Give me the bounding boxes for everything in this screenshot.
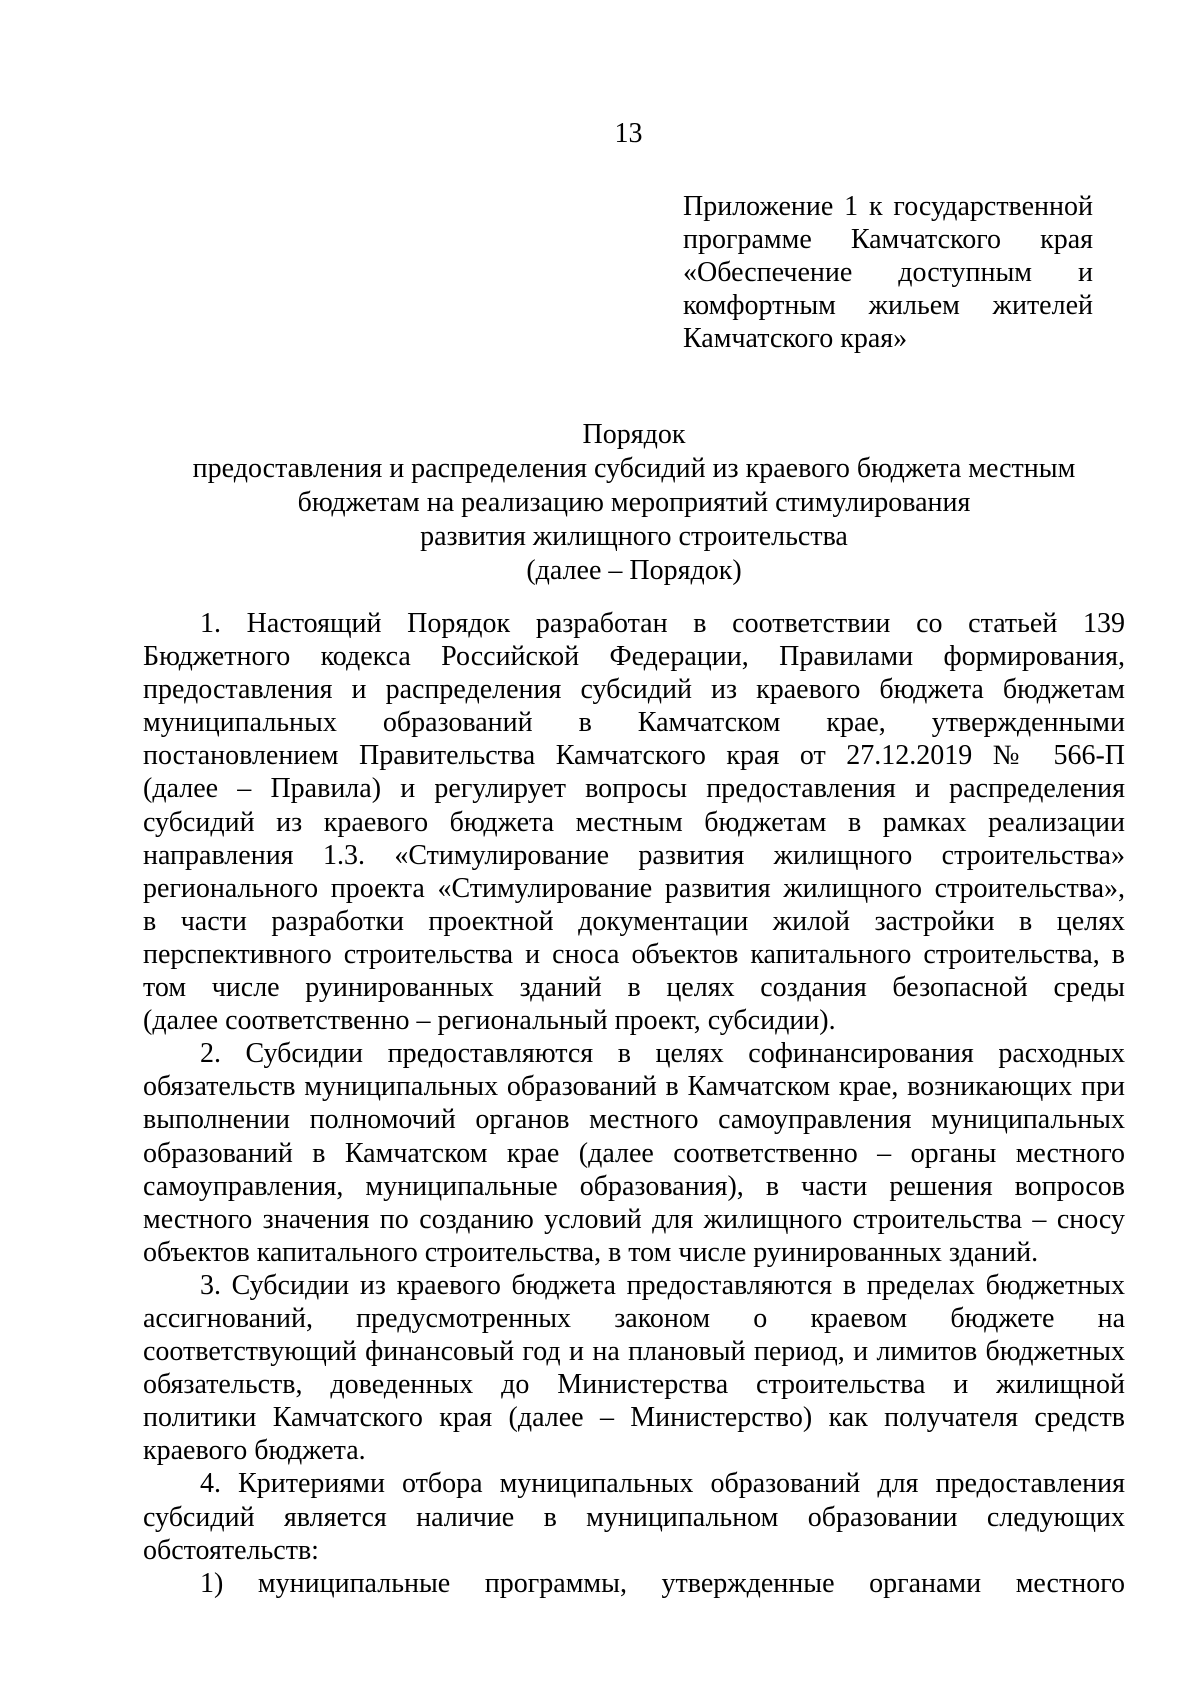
title-line: (далее – Порядок): [526, 555, 742, 586]
title-line: Порядок: [582, 419, 686, 450]
body-line: соответствующий финансовый год и на плановый период, и лимитов бюджетных: [143, 1336, 1125, 1368]
title-line: предоставления и распределения субсидий из краевого бюджета местным: [192, 453, 1076, 484]
appendix-line: Камчатского края»: [683, 323, 908, 354]
appendix-line: «Обеспечение доступным и: [683, 257, 1093, 288]
body-line: 1) муниципальные программы, утвержденные органами местного: [200, 1567, 1125, 1599]
body-line: ассигнований, предусмотренных законом о краевом бюджете на: [143, 1302, 1125, 1334]
page-number: 13: [614, 118, 643, 149]
body-line: регионального проекта «Стимулирование развития жилищного строительства»,: [143, 872, 1125, 904]
document-title: [143, 418, 1125, 588]
body-line: обязательств муниципальных образований в Камчатском крае, возникающих при: [143, 1071, 1125, 1103]
body-line: Бюджетного кодекса Российской Федерации, Правилами формирования,: [143, 641, 1125, 673]
appendix-line: комфортным жильем жителей: [683, 290, 1093, 321]
body-line: краевого бюджета.: [143, 1435, 366, 1467]
body-line: 1. Настоящий Порядок разработан в соответствии со статьей 139: [200, 608, 1125, 639]
body-line: предоставления и распределения субсидий из краевого бюджета бюджетам: [143, 674, 1125, 706]
body-line: в части разработки проектной документации жилой застройки в целях: [143, 905, 1125, 937]
body-line: муниципальных образований в Камчатском крае, утвержденными: [143, 707, 1125, 739]
appendix-line: Приложение 1 к государственной: [683, 191, 1093, 222]
body-line: (далее соответственно – региональный проект, субсидии).: [143, 1005, 836, 1037]
body-line: субсидий является наличие в муниципальном образовании следующих: [143, 1501, 1125, 1533]
body-line: местного значения по созданию условий для жилищного строительства – сносу: [143, 1203, 1125, 1235]
appendix-reference: [683, 190, 1093, 355]
body-line: объектов капитального строительства, в том числе руинированных зданий.: [143, 1236, 1039, 1268]
body-line: субсидий из краевого бюджета местным бюджетам в рамках реализации: [143, 806, 1125, 838]
body-line: обязательств, доведенных до Министерства строительства и жилищной: [143, 1369, 1125, 1401]
title-line: бюджетам на реализацию мероприятий стимулирования: [297, 487, 971, 518]
body-line: обстоятельств:: [143, 1534, 319, 1566]
body-line: том числе руинированных зданий в целях создания безопасной среды: [143, 972, 1125, 1004]
body-line: направления 1.3. «Стимулирование развития жилищного строительства»: [143, 839, 1125, 871]
body-line: самоуправления, муниципальные образования), в части решения вопросов: [143, 1170, 1125, 1202]
body-line: выполнении полномочий органов местного самоуправления муниципальных: [143, 1104, 1125, 1136]
document-body: [143, 607, 1125, 1600]
body-line: (далее – Правила) и регулирует вопросы предоставления и распределения: [143, 773, 1125, 805]
body-line: образований в Камчатском крае (далее соответственно – органы местного: [143, 1137, 1125, 1169]
body-line: политики Камчатского края (далее – Министерство) как получателя средств: [143, 1402, 1125, 1434]
body-line: перспективного строительства и сноса объектов капитального строительства, в: [143, 938, 1125, 970]
body-line: 2. Субсидии предоставляются в целях софинансирования расходных: [200, 1038, 1125, 1070]
body-line: 3. Субсидии из краевого бюджета предоставляются в пределах бюджетных: [200, 1269, 1125, 1301]
body-line: 4. Критериями отбора муниципальных образований для предоставления: [200, 1468, 1125, 1500]
title-line: развития жилищного строительства: [420, 521, 848, 552]
appendix-line: программе Камчатского края: [683, 224, 1093, 255]
body-line: постановлением Правительства Камчатского края от 27.12.2019 № 566-П: [143, 740, 1125, 772]
